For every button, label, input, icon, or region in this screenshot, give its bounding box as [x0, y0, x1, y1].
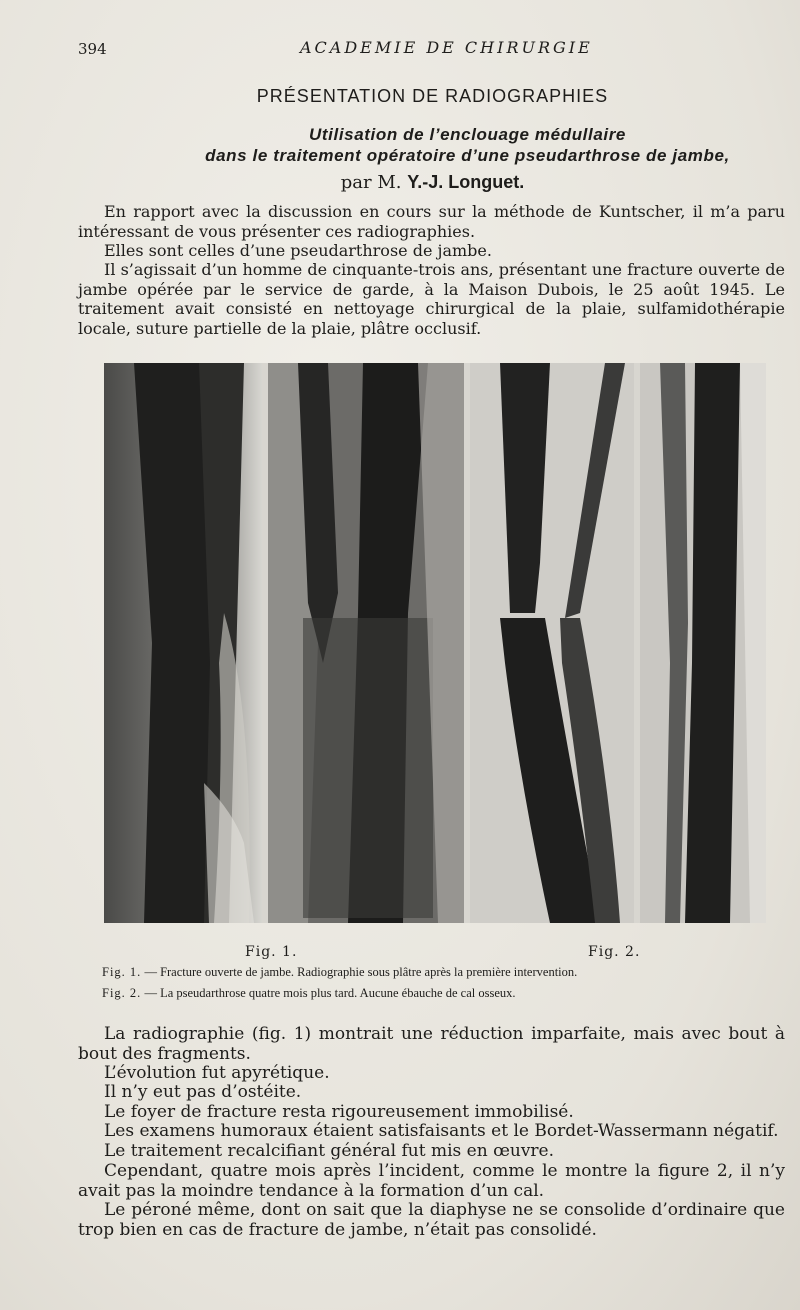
body-paragraph: Les examens humoraux étaient satisfaisants et le Bordet-Wassermann négatif. [104, 1121, 779, 1141]
figure-caption [102, 984, 782, 1002]
byline-author: Y.-J. Longuet. [407, 172, 525, 192]
page-number: 394 [78, 40, 107, 58]
body-paragraph: Le traitement recalcifiant général fut mis en œuvre. [104, 1141, 555, 1161]
byline-prefix: par M. [340, 172, 402, 193]
radiograph-fig2-lateral [640, 363, 766, 923]
byline [0, 172, 800, 193]
caption-fig-ref: Fig. 2. [102, 986, 142, 1000]
caption-fig-ref: Fig. 1. [102, 965, 142, 979]
intro-paragraph: Elles sont celles d’une pseudarthrose de jambe. [104, 241, 492, 260]
radiograph-plate [104, 363, 766, 923]
body-paragraph: La radiographie (fig. 1) montrait une réduction imparfaite, mais avec bout à bout des fragments. [78, 1024, 785, 1064]
body-paragraph: Cependant, quatre mois après l’incident, comme le montre la figure 2, il n’y avait pas la moindre tendance à la formation d’un cal. [78, 1161, 785, 1201]
body-paragraph: Il n’y eut pas d’ostéite. [104, 1082, 302, 1102]
article-title [100, 124, 800, 166]
radiograph-fig1-frontal [104, 363, 262, 923]
running-head: ACADEMIE DE CHIRURGIE [300, 38, 593, 57]
caption-text: — La pseudarthrose quatre mois plus tard. Aucune ébauche de cal osseux. [141, 986, 516, 1000]
caption-text: — Fracture ouverte de jambe. Radiographie sous plâtre après la première intervention. [141, 965, 578, 979]
section-title: PRÉSENTATION DE RADIOGRAPHIES [256, 86, 609, 106]
body-paragraph: Le foyer de fracture resta rigoureusement immobilisé. [104, 1102, 574, 1122]
article-title-line-2: dans le traitement opératoire d’une pseudarthrose de jambe, [205, 146, 730, 165]
intro-paragraph: Il s’agissait d’un homme de cinquante-trois ans, présentant une fracture ouverte de jambe opérée par le service de garde, à la Maison Dubois, le 25 août 1945. Le traitement avait consisté en nettoyage chirurgical de la plaie, sulfamidothérapie locale, suture partielle de la plaie, plâtre occlusif. [78, 260, 785, 338]
intro-paragraph: En rapport avec la discussion en cours sur la méthode de Kuntscher, il m’a paru intéressant de vous présenter ces radiographies. [78, 202, 785, 241]
radiograph-fig1-lateral [268, 363, 464, 923]
radiograph-fig2-frontal [470, 363, 634, 923]
body-paragraph: L’évolution fut apyrétique. [104, 1063, 330, 1083]
article-title-line-1: Utilisation de l’enclouage médullaire [309, 125, 626, 144]
figure-2-label: Fig. 2. [588, 944, 641, 960]
figure-1-label: Fig. 1. [245, 944, 298, 960]
body-paragraph: Le péroné même, dont on sait que la diaphyse ne se consolide d’ordinaire que trop bien en cas de fracture de jambe, n’était pas consolidé. [78, 1200, 785, 1240]
figure-caption [102, 963, 782, 981]
